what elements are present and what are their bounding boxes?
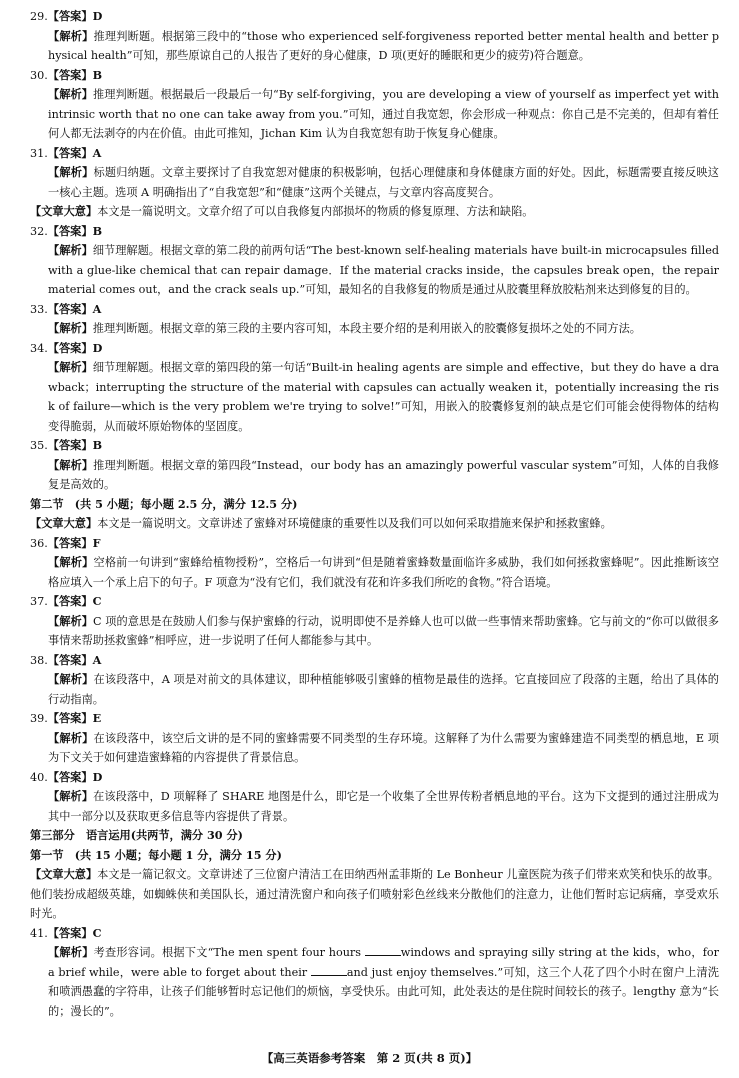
answer-letter: B xyxy=(92,438,103,452)
analysis-paragraph xyxy=(30,612,719,651)
answer-letter: B xyxy=(92,223,103,238)
analysis-paragraph xyxy=(30,787,719,826)
question-number: 34. xyxy=(30,341,48,355)
answer-line xyxy=(30,339,719,359)
answer-tag: 【答案】 xyxy=(47,594,93,608)
summary-paragraph xyxy=(30,514,719,534)
analysis-tag: 【解析】 xyxy=(48,730,94,745)
analysis-tag: 【解析】 xyxy=(48,321,93,335)
analysis-text: 推理判断题。根据文章的第三段的主要内容可知，本段主要介绍的是利用嵌入的胶囊修复损坏之处的不同方法。 xyxy=(92,322,641,335)
analysis-text: 推理判断题。根据最后一段最后一句“By self-forgiving，you are developing a view of yourself as imperfect yet with intrinsic worth that no one can take away from you.”可知，通过自我宽恕，你会形成一种观点：你自己是不完美的，但却有着任何人都无法剥夺的内在价值。由此可推知，Jichan Kim 认为自我宽恕有助于恢复身心健康。 xyxy=(48,88,719,140)
answer-tag: 【答案】 xyxy=(47,301,93,316)
answer-tag: 【答案】 xyxy=(47,711,93,725)
answer-letter: C xyxy=(92,925,102,940)
answer-letter: A xyxy=(92,145,102,160)
analysis-text: 细节理解题。根据文章的第四段的第一句话“Built-in healing agents are simple and effective，but they do have a drawback；interrupting the structure of the material with capsules can actually weaken it，potentially increasing the risk of failure—which is the very problem we're trying to solve!”可知，用嵌入的胶囊修复剂的缺点是它们可能会使得物体的结构变得脆弱，从而破坏原始物体的坚固度。 xyxy=(48,361,719,433)
analysis-text: 推理判断题。根据第三段中的“those who experienced self-forgiveness reported better mental health and better physical health”可知，那些原谅自己的人报告了更好的身心健康，D 项(更好的睡眠和更少的疲劳)符合题意。 xyxy=(48,29,719,62)
analysis-tag: 【解析】 xyxy=(48,945,94,959)
analysis-text: 在该段落中，A 项是对前文的具体建议，即种植能够吸引蜜蜂的植物是最佳的选择。它直接回应了段落的主题，给出了具体的行动指南。 xyxy=(48,673,719,706)
answer-tag: 【答案】 xyxy=(47,145,93,160)
question-number: 35. xyxy=(30,439,48,452)
analysis-text: 推理判断题。根据文章的第四段“Instead，our body has an amazingly powerful vascular system”可知，人体的自我修复是高效的。 xyxy=(48,458,719,491)
answer-line xyxy=(30,651,719,671)
answer-line xyxy=(30,534,719,554)
analysis-tag: 【解析】 xyxy=(48,243,93,257)
section-heading-text: 第二节 (共 5 小题；每小题 2.5 分，满分 12.5 分) xyxy=(30,496,298,511)
analysis-text: and just enjoy themselves.”可知，这三个人花了四个小时在窗户上清洗和喷洒愚蠢的字符串，让孩子们能够暂时忘记他们的烦恼，享受快乐。由此可知，此处表达的是住院时间较长的孩子。lengthy 意为“长的；漫长的”。 xyxy=(48,965,719,1018)
answer-line xyxy=(30,66,719,86)
answer-line xyxy=(30,144,719,164)
answer-letter: A xyxy=(92,301,102,316)
answer-tag: 【答案】 xyxy=(47,925,93,940)
answer-tag: 【答案】 xyxy=(47,438,93,452)
analysis-paragraph xyxy=(30,456,719,495)
analysis-text: 细节理解题。根据文章的第二段的前两句话“The best-known self-healing materials have built-in microcapsules filled with a glue-like chemical that can repair damage．If the material cracks inside，the capsules break open，the repair material comes out，and the crack seals up.”可知，最知名的自我修复的物质是通过从胶囊里释放胶粘剂来达到修复的目的。 xyxy=(48,244,719,296)
summary-tag: 【文章大意】 xyxy=(30,204,98,218)
answer-tag: 【答案】 xyxy=(47,769,93,784)
section-heading-text: 第一节 (共 15 小题；每小题 1 分，满分 15 分) xyxy=(30,847,282,862)
analysis-tag: 【解析】 xyxy=(48,789,94,803)
answer-line xyxy=(30,924,719,944)
question-number: 39. xyxy=(30,712,48,725)
answer-line xyxy=(30,222,719,242)
analysis-paragraph xyxy=(30,27,719,66)
question-number: 30. xyxy=(30,68,48,82)
analysis-paragraph xyxy=(30,358,719,436)
analysis-text: 在该段落中，D 项解释了 SHARE 地图是什么，即它是一个收集了全世界传粉者栖息地的平台。这为下文提到的通过注册成为其中一部分以及获取更多信息等内容提供了背景。 xyxy=(48,790,719,823)
analysis-tag: 【解析】 xyxy=(48,672,94,686)
analysis-text: C 项的意思是在鼓励人们参与保护蜜蜂的行动，说明即使不是养蜂人也可以做一些事情来帮助蜜蜂。它与前文的“你可以做很多事情来帮助拯救蜜蜂”相呼应，进一步说明了任何人都能参与其中。 xyxy=(48,614,719,647)
analysis-paragraph xyxy=(30,319,719,339)
analysis-paragraph xyxy=(30,943,719,1021)
section-heading-text: 第三部分 语言运用(共两节，满分 30 分) xyxy=(30,828,243,842)
question-number: 38. xyxy=(30,653,48,667)
answer-tag: 【答案】 xyxy=(47,535,93,550)
page-footer: 【高三英语参考答案 第 2 页(共 8 页)】 xyxy=(261,1051,478,1065)
analysis-tag: 【解析】 xyxy=(48,28,94,43)
answer-letter: A xyxy=(92,652,102,667)
analysis-paragraph xyxy=(30,85,719,144)
analysis-paragraph xyxy=(30,553,719,592)
answer-letter: E xyxy=(92,711,102,725)
question-number: 32. xyxy=(30,224,48,238)
section-heading xyxy=(30,826,719,846)
question-number: 33. xyxy=(30,302,48,316)
summary-paragraph xyxy=(30,202,719,222)
answer-tag: 【答案】 xyxy=(47,340,93,355)
summary-text: 本文是一篇说明文。文章介绍了可以自我修复内部损坏的物质的修复原理、方法和缺陷。 xyxy=(97,205,534,218)
answer-tag: 【答案】 xyxy=(47,223,93,238)
analysis-tag: 【解析】 xyxy=(48,613,94,628)
answer-letter: D xyxy=(92,340,103,355)
answer-content xyxy=(30,7,719,1021)
section-heading xyxy=(30,495,719,515)
answer-letter: F xyxy=(92,535,101,550)
analysis-tag: 【解析】 xyxy=(48,457,94,472)
summary-text: 本文是一篇记叙文。文章讲述了三位窗户清洁工在田纳西州孟菲斯的 Le Bonheur 儿童医院为孩子们带来欢笑和快乐的故事。他们装扮成超级英雄，如蜘蛛侠和美国队长，通过清洗窗户和向孩子们喷射彩色丝线来分散他们的注意力，让他们暂时忘记病痛，享受欢乐时光。 xyxy=(30,868,719,920)
analysis-tag: 【解析】 xyxy=(48,87,93,101)
question-number: 31. xyxy=(30,146,48,160)
answer-letter: D xyxy=(92,769,103,784)
question-number: 29. xyxy=(30,10,48,23)
answer-line xyxy=(30,7,719,27)
fill-in-blank xyxy=(365,943,401,956)
question-number: 37. xyxy=(30,595,48,608)
analysis-text: windows and spraying silly string at the kids，who，for a brief while，were able to forget about their xyxy=(48,946,719,979)
answer-line xyxy=(30,300,719,320)
answer-line xyxy=(30,592,719,612)
analysis-text: 考查形容词。根据下文“The men spent four hours xyxy=(93,946,365,959)
summary-tag: 【文章大意】 xyxy=(30,516,98,530)
answer-letter: C xyxy=(92,594,102,608)
summary-paragraph xyxy=(30,865,719,924)
fill-in-blank xyxy=(311,963,347,976)
analysis-text: 标题归纳题。文章主要探讨了自我宽恕对健康的积极影响，包括心理健康和身体健康方面的好处。因此，标题需要直接反映这一核心主题。选项 A 明确指出了“自我宽恕”和“健康”这两个关键点，与文章内容高度契合。 xyxy=(48,166,719,199)
answer-letter: D xyxy=(92,9,103,23)
analysis-paragraph xyxy=(30,163,719,202)
question-number: 40. xyxy=(30,770,48,784)
answer-tag: 【答案】 xyxy=(47,67,93,82)
answer-line xyxy=(30,768,719,788)
analysis-text: 空格前一句讲到“蜜蜂给植物授粉”，空格后一句讲到“但是随着蜜蜂数量面临许多威胁，我们如何拯救蜜蜂呢”。因此推断该空格应填入一个承上启下的句子。F 项意为“没有它们，我们就没有花和许多我们所吃的食物。”符合语境。 xyxy=(48,556,719,589)
answer-tag: 【答案】 xyxy=(47,9,93,23)
summary-text: 本文是一篇说明文。文章讲述了蜜蜂对环境健康的重要性以及我们可以如何采取措施来保护和拯救蜜蜂。 xyxy=(97,517,612,530)
section-heading xyxy=(30,846,719,866)
answer-line xyxy=(30,436,719,456)
answer-tag: 【答案】 xyxy=(47,652,93,667)
analysis-paragraph xyxy=(30,241,719,300)
analysis-tag: 【解析】 xyxy=(48,165,94,179)
analysis-tag: 【解析】 xyxy=(48,555,94,569)
analysis-paragraph xyxy=(30,729,719,768)
question-number: 36. xyxy=(30,536,48,550)
analysis-tag: 【解析】 xyxy=(48,360,93,374)
answer-line xyxy=(30,709,719,729)
summary-tag: 【文章大意】 xyxy=(30,867,98,881)
analysis-text: 在该段落中，该空后文讲的是不同的蜜蜂需要不同类型的生存环境。这解释了为什么需要为蜜蜂建造不同类型的栖息地，E 项为下文关于如何建造蜜蜂箱的内容提供了背景信息。 xyxy=(48,731,719,764)
answer-letter: B xyxy=(92,67,103,82)
analysis-paragraph xyxy=(30,670,719,709)
question-number: 41. xyxy=(30,926,48,940)
